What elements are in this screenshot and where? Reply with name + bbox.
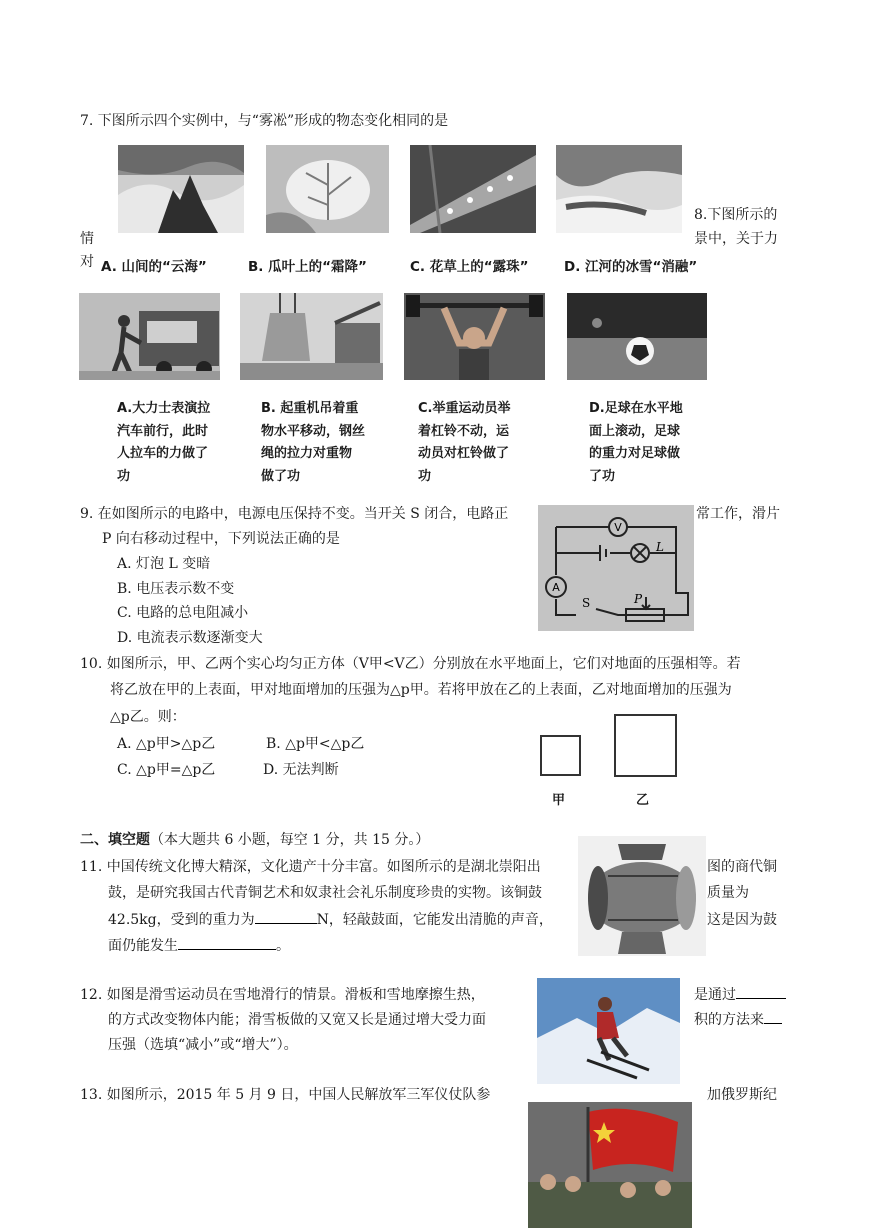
cube-jia-label: 甲 — [552, 793, 566, 808]
photo-weightlifter — [404, 293, 545, 380]
q9-line-2: P 向右移动过程中，下列说法正确的是 — [102, 531, 340, 547]
q13-line-1: 13. 如图所示，2015 年 5 月 9 日，中国人民解放军三军仪仗队参 — [80, 1087, 491, 1103]
q8-option-c-line: 功 — [418, 468, 432, 484]
q12-line-1-right-text: 是通过 — [694, 987, 736, 1003]
q8-option-b — [261, 398, 365, 488]
q10-option-b: B. △p甲<△p乙 — [266, 736, 365, 752]
q7-option-b: B. 瓜叶上的“霜降” — [248, 259, 367, 275]
q8-option-b-line: 物水平移动，钢丝 — [261, 423, 366, 439]
q9-line-1: 9. 在如图所示的电路中，电源电压保持不变。当开关 S 闭合，电路正 — [80, 506, 509, 522]
photo-soccer-ball — [567, 293, 707, 380]
q8-option-d-line: 面上滚动，足球 — [589, 423, 681, 439]
circuit-label-p: P — [634, 592, 643, 606]
q12-line-2-right — [694, 1009, 782, 1029]
section-2-header — [80, 829, 429, 849]
q11-line-2-right: 质量为 — [707, 885, 749, 901]
q11-line-4b: 。 — [276, 938, 290, 954]
q11-line-3-right: 这是因为鼓 — [707, 912, 777, 928]
q10-line-1: 10. 如图所示，甲、乙两个实心均匀正方体（V甲<V乙）分别放在水平地面上，它们对地面的压强相等。若 — [80, 656, 741, 672]
q11-line-2: 鼓，是研究我国古代青铜艺术和奴隶社会礼乐制度珍贵的实物。该铜鼓 — [108, 885, 542, 901]
q8-option-d — [589, 398, 683, 488]
q11-line-1: 11. 中国传统文化博大精深，文化遗产十分丰富。如图所示的是湖北崇阳出 — [80, 859, 541, 875]
q8-option-d-line: 了功 — [589, 468, 616, 484]
circuit-diagram — [538, 505, 694, 631]
q12-blank-pressure[interactable] — [764, 1009, 782, 1024]
photo-melting-river — [556, 145, 682, 233]
q12-line-2-right-text: 积的方法来 — [694, 1012, 764, 1028]
cube-jia — [540, 735, 581, 776]
q8-option-d-line: D.足球在水平地 — [589, 401, 683, 416]
q8-stem-left: 情 — [80, 231, 94, 247]
q8-option-d-line: 的重力对足球做 — [589, 446, 681, 461]
q8-option-b-line: 绳的拉力对重物 — [261, 446, 353, 461]
q8-option-c — [418, 398, 510, 488]
q12-line-1: 12. 如图是滑雪运动员在雪地滑行的情景。滑板和雪地摩擦生热， — [80, 987, 485, 1003]
q9-option-d: D. 电流表示数逐渐变大 — [117, 630, 263, 646]
q8-option-c-line: 着杠铃不动，运 — [418, 423, 510, 439]
cube-yi-label: 乙 — [636, 793, 650, 808]
q7-option-c: C. 花草上的“露珠” — [410, 259, 529, 275]
q11-line-4 — [108, 935, 290, 955]
q13-line-1-right: 加俄罗斯纪 — [707, 1087, 777, 1103]
q10-option-d: D. 无法判断 — [263, 762, 339, 778]
q11-blank-gravity[interactable] — [255, 909, 317, 924]
q10-option-a: A. △p甲>△p乙 — [117, 736, 216, 752]
circuit-label-l: L — [656, 540, 664, 554]
q11-line-3a: 42.5kg，受到的重力为 — [108, 912, 255, 928]
section-2-note: （本大题共 6 小题，每空 1 分，共 15 分。） — [150, 832, 430, 848]
q11-blank-vibration[interactable] — [178, 935, 276, 950]
q8-option-c-line: 动员对杠铃做了 — [418, 446, 510, 461]
circuit-label-a: A — [552, 581, 560, 594]
q8-option-c-line: C.举重运动员举 — [418, 401, 511, 416]
q8-stem-left-2: 对 — [80, 254, 94, 270]
photo-strongman-pulling-truck — [79, 293, 220, 380]
q9-line-1-right: 常工作，滑片 — [696, 506, 780, 522]
q8-option-a-line: A.大力士表演拉 — [117, 401, 211, 416]
q12-line-3: 压强（选填“减小”或“增大”）。 — [108, 1037, 298, 1053]
q12-line-2: 的方式改变物体内能；滑雪板做的又宽又长是通过增大受力面 — [108, 1012, 486, 1028]
photo-dew-drops — [410, 145, 536, 233]
q8-option-a-line: 人拉车的力做了 — [117, 446, 209, 461]
q7-option-d: D. 江河的冰雪“消融” — [564, 259, 698, 275]
q9-option-c: C. 电路的总电阻减小 — [117, 605, 249, 621]
q8-option-b-line: B. 起重机吊着重 — [261, 401, 359, 416]
q8-option-a-line: 汽车前行，此时 — [117, 423, 209, 439]
cube-yi — [614, 714, 677, 777]
q8-option-b-line: 做了功 — [261, 468, 301, 484]
q8-option-a-line: 功 — [117, 468, 131, 484]
photo-crane-lifting — [240, 293, 383, 380]
q11-line-4a: 面仍能发生 — [108, 938, 178, 954]
q10-line-3: △p乙。则： — [110, 709, 186, 725]
circuit-label-s: S — [582, 596, 591, 610]
section-2-heading: 二、填空题 — [80, 832, 150, 848]
q9-option-b: B. 电压表示数不变 — [117, 581, 235, 597]
q11-line-1-right: 图的商代铜 — [707, 859, 777, 875]
q11-line-3 — [108, 909, 553, 929]
q8-stem-right: 8.下图所示的 — [694, 207, 778, 223]
q7-stem: 7. 下图所示四个实例中，与“雾凇”形成的物态变化相同的是 — [80, 113, 449, 129]
photo-bronze-drum — [578, 836, 706, 956]
q8-option-a — [117, 398, 210, 488]
q9-option-a: A. 灯泡 L 变暗 — [117, 556, 211, 572]
photo-honor-guard-flag — [528, 1102, 692, 1228]
q8-stem-right-2: 景中，关于力 — [694, 231, 778, 247]
photo-cloud-sea — [118, 145, 244, 233]
q12-blank-method[interactable] — [736, 984, 786, 999]
q7-option-a: A. 山间的“云海” — [101, 259, 207, 275]
photo-skier — [537, 978, 680, 1084]
q11-line-3b: N，轻敲鼓面，它能发出清脆的声音， — [316, 912, 553, 928]
q12-line-1-right — [694, 984, 786, 1004]
circuit-label-v: V — [614, 521, 622, 534]
q10-option-c: C. △p甲=△p乙 — [117, 762, 216, 778]
q10-line-2: 将乙放在甲的上表面，甲对地面增加的压强为△p甲。若将甲放在乙的上表面，乙对地面增加的压强为 — [110, 682, 732, 698]
photo-frost-leaf — [266, 145, 389, 233]
